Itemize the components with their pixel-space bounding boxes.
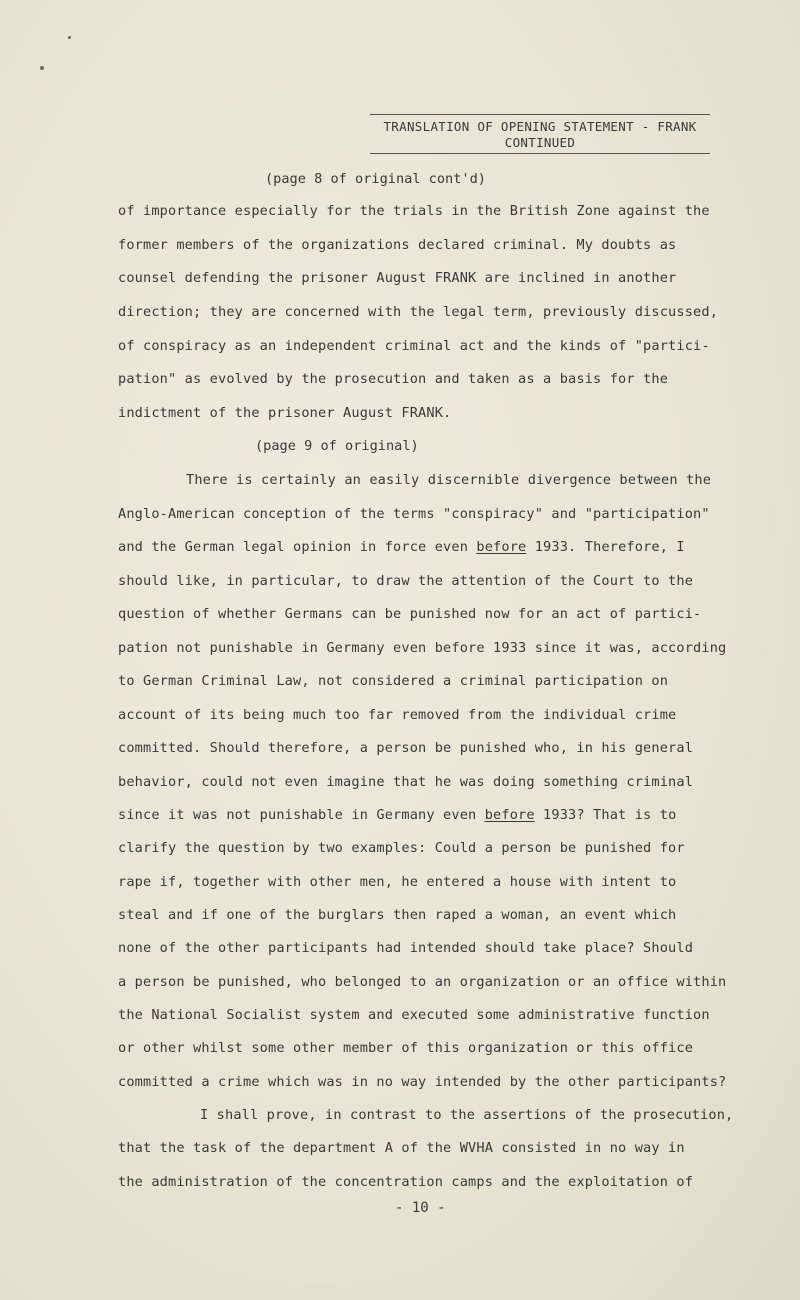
text-line: of conspiracy as an independent criminal act and the kinds of "partici- [118, 338, 710, 354]
document-header [370, 114, 710, 154]
text-line [118, 807, 676, 823]
underlined-word: before [476, 539, 527, 555]
page-reference: (page 9 of original) [255, 438, 419, 454]
header-subtitle: CONTINUED [504, 135, 576, 150]
text-line: or other whilst some other member of this organization or this office [118, 1040, 694, 1056]
text-line: steal and if one of the burglars then raped a woman, an event which [118, 907, 677, 923]
text-line [118, 539, 685, 555]
text-line: clarify the question by two examples: Could a person be punished for [118, 840, 685, 856]
header-title: TRANSLATION OF OPENING STATEMENT - FRANK [383, 119, 697, 134]
text-line: counsel defending the prisoner August FRANK are inclined in another [118, 270, 677, 286]
text-line: pation" as evolved by the prosecution and taken as a basis for the [118, 371, 669, 387]
text-line: none of the other participants had intended should take place? Should [118, 940, 694, 956]
text-line: should like, in particular, to draw the attention of the Court to the [118, 573, 694, 589]
text-line: committed. Should therefore, a person be punished who, in his general [118, 740, 694, 756]
text-span: 1933? That is to [534, 807, 677, 823]
text-line: former members of the organizations declared criminal. My doubts as [118, 237, 677, 253]
text-line: pation not punishable in Germany even before 1933 since it was, according [118, 640, 727, 656]
text-line: account of its being much too far removed from the individual crime [118, 707, 677, 723]
text-span: and the German legal opinion in force even [118, 539, 477, 555]
text-line: Anglo-American conception of the terms "conspiracy" and "participation" [118, 506, 710, 522]
paper-speck [68, 36, 71, 39]
page-reference: (page 8 of original cont'd) [265, 171, 486, 187]
text-line: There is certainly an easily discernible divergence between the [186, 472, 712, 488]
text-line: committed a crime which was in no way intended by the other participants? [118, 1074, 727, 1090]
underlined-word: before [484, 807, 535, 823]
text-line: rape if, together with other men, he entered a house with intent to [118, 874, 677, 890]
text-line: I shall prove, in contrast to the assertions of the prosecution, [200, 1107, 734, 1123]
text-line: indictment of the prisoner August FRANK. [118, 405, 452, 421]
text-line: the National Socialist system and executed some administrative function [118, 1007, 710, 1023]
text-span: since it was not punishable in Germany even [118, 807, 485, 823]
text-span: 1933. Therefore, I [526, 539, 685, 555]
text-line: question of whether Germans can be punished now for an act of partici- [118, 606, 702, 622]
text-line: that the task of the department A of the WVHA consisted in no way in [118, 1140, 685, 1156]
text-line: to German Criminal Law, not considered a criminal participation on [118, 673, 669, 689]
text-line: a person be punished, who belonged to an organization or an office within [118, 974, 727, 990]
text-line: direction; they are concerned with the legal term, previously discussed, [118, 304, 719, 320]
paper-speck [40, 66, 44, 70]
text-line: of importance especially for the trials in the British Zone against the [118, 203, 710, 219]
page-number: - 10 - [395, 1200, 446, 1216]
text-line: behavior, could not even imagine that he was doing something criminal [118, 774, 694, 790]
text-line: the administration of the concentration camps and the exploitation of [118, 1174, 694, 1190]
